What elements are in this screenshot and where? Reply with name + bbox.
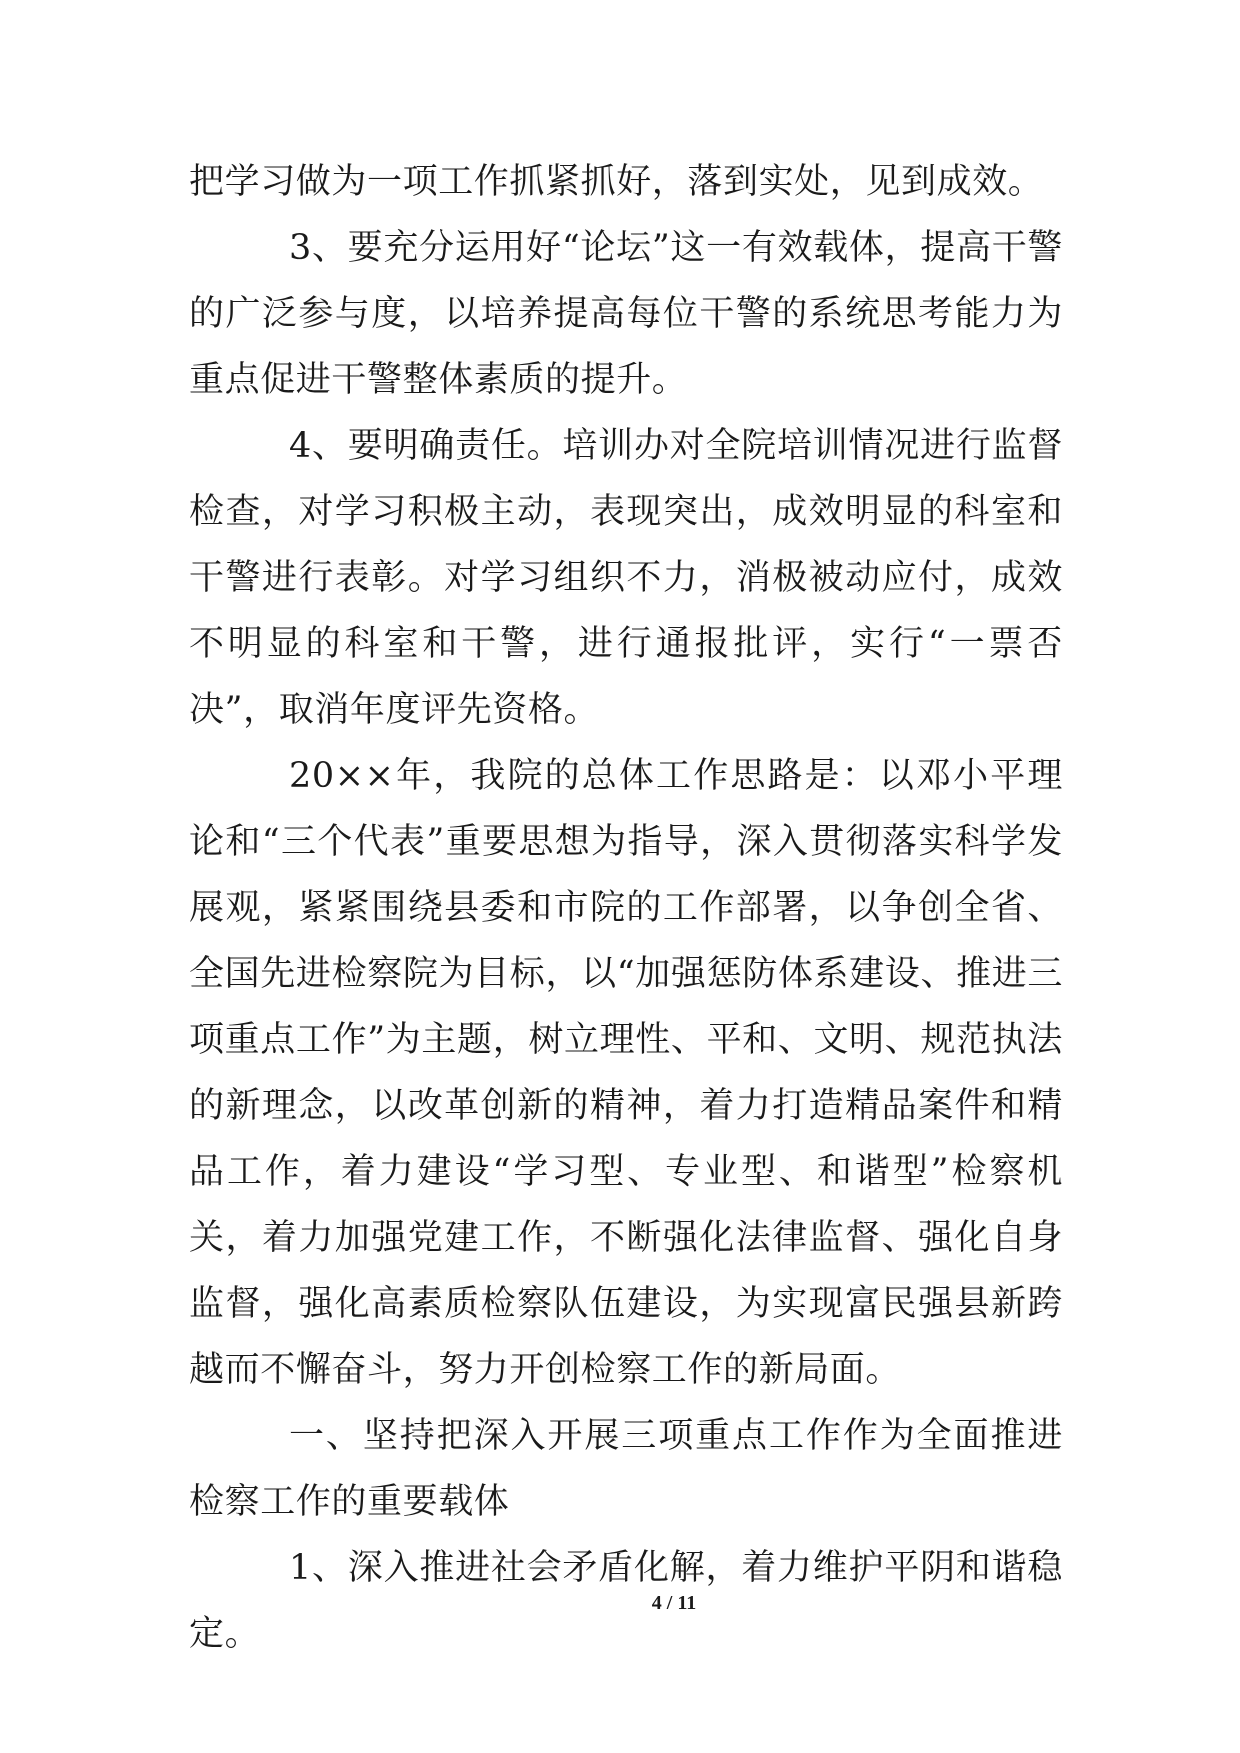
paragraph-2: 3、要充分运用好“论坛”这一有效载体，提高干警的广泛参与度，以培养提高每位干警的系统思考能力为重点促进干警整体素质的提升。 [189, 228, 1063, 400]
section-heading: 一、坚持把深入开展三项重点工作作为全面推进检察工作的重要载体 [189, 1416, 1063, 1522]
paragraph-4: 20××年，我院的总体工作思路是：以邓小平理论和“三个代表”重要思想为指导，深入贯彻落实科学发展观，紧紧围绕县委和市院的工作部署，以争创全省、全国先进检察院为目标，以“加强惩防体系建设、推进三项重点工作”为主题，树立理性、平和、文明、规范执法的新理念，以改革创新的精神，着力打造精品案件和精品工作，着力建设“学习型、专业型、和谐型”检察机关，着力加强党建工作，不断强化法律监督、强化自身监督，强化高素质检察队伍建设，为实现富民强县新跨越而不懈奋斗，努力开创检察工作的新局面。 [189, 756, 1063, 1390]
document-body [189, 149, 1063, 1667]
paragraph-1: 把学习做为一项工作抓紧抓好，落到实处，见到成效。 [189, 162, 1044, 202]
paragraph-5: 1、深入推进社会矛盾化解，着力维护平阴和谐稳定。 [189, 1548, 1063, 1654]
paragraph-3: 4、要明确责任。培训办对全院培训情况进行监督检查，对学习积极主动，表现突出，成效明显的科室和干警进行表彰。对学习组织不力，消极被动应付，成效不明显的科室和干警，进行通报批评，实行“一票否决”，取消年度评先资格。 [189, 426, 1063, 730]
page-number: 4 / 11 [651, 1592, 697, 1614]
